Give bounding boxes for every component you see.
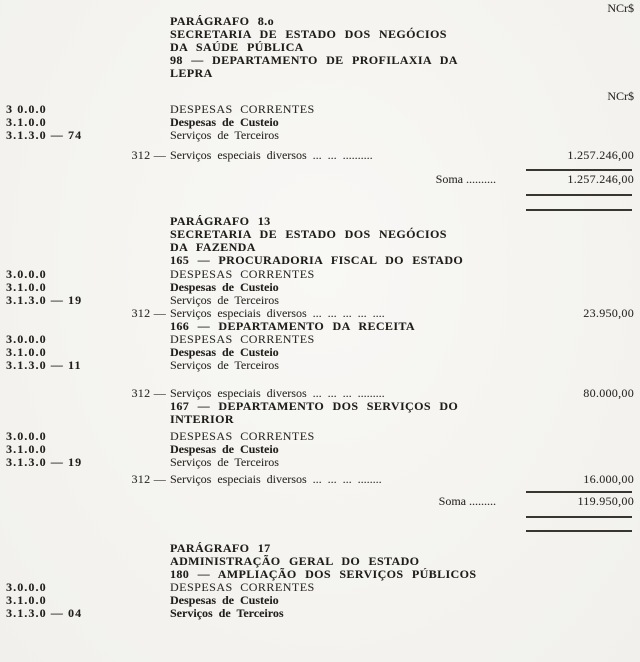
budget-label: Despesas de Custeio bbox=[170, 114, 279, 129]
currency-row bbox=[0, 2, 640, 15]
dept-line: 98 — DEPARTAMENTO DE PROFILAXIA DA bbox=[170, 53, 458, 68]
budget-line bbox=[0, 594, 640, 607]
org-line: SECRETARIA DE ESTADO DOS NEGÓCIOS bbox=[170, 227, 447, 242]
budget-label: Despesas de Custeio bbox=[170, 593, 279, 608]
currency-label: NCr$ bbox=[607, 88, 634, 103]
item-description: Serviços especiais diversos ... ... .......... bbox=[170, 147, 373, 162]
budget-line bbox=[0, 129, 640, 142]
budget-code: 3.1.0.0 bbox=[6, 345, 47, 360]
budget-label: DESPESAS CORRENTES bbox=[170, 580, 315, 595]
budget-code: 3.1.3.0 — 19 bbox=[6, 454, 83, 469]
paragraph-heading: PARÁGRAFO 17 bbox=[170, 541, 271, 555]
budget-line bbox=[0, 281, 640, 294]
expense-item-row bbox=[0, 307, 640, 320]
paragraph-heading: PARÁGRAFO 8.o bbox=[170, 14, 274, 29]
item-number: 312 — bbox=[131, 386, 166, 401]
budget-label: Despesas de Custeio bbox=[170, 441, 279, 456]
soma-amount: 119.950,00 bbox=[577, 493, 634, 508]
budget-line bbox=[0, 116, 640, 129]
item-amount: 1.257.246,00 bbox=[567, 147, 634, 162]
org-line: DA FAZENDA bbox=[170, 240, 256, 255]
currency-label: NCr$ bbox=[607, 1, 634, 15]
item-amount: 80.000,00 bbox=[583, 386, 634, 401]
budget-line bbox=[0, 268, 640, 281]
budget-label: Serviços de Terceiros bbox=[170, 358, 279, 373]
item-amount: 23.950,00 bbox=[583, 305, 634, 320]
soma-label: Soma .......... bbox=[435, 172, 496, 187]
budget-code: 3.1.3.0 — 74 bbox=[6, 127, 83, 142]
soma-row bbox=[0, 495, 640, 508]
item-number: 312 — bbox=[131, 471, 166, 486]
budget-line bbox=[0, 333, 640, 346]
dept-line: 165 — PROCURADORIA FISCAL DO ESTADO bbox=[170, 253, 464, 268]
soma-label: Soma ......... bbox=[438, 493, 496, 508]
closing-rule bbox=[526, 530, 632, 532]
currency-row bbox=[0, 90, 640, 103]
paragraph-heading: PARÁGRAFO 13 bbox=[170, 214, 271, 229]
org-line: ADMINISTRAÇÃO GERAL DO ESTADO bbox=[170, 554, 420, 569]
dept-line: LEPRA bbox=[170, 66, 213, 81]
budget-label: DESPESAS CORRENTES bbox=[170, 266, 315, 281]
item-description: Serviços especiais diversos ... ... ... ........ bbox=[170, 471, 382, 486]
budget-label: Serviços de Terceiros bbox=[170, 454, 279, 469]
closing-rule bbox=[526, 516, 632, 518]
budget-code: 3.1.3.0 — 04 bbox=[6, 606, 83, 621]
sum-rule bbox=[526, 169, 632, 171]
dept-line: 166 — DEPARTAMENTO DA RECEITA bbox=[170, 318, 415, 333]
org-line: DA SAÚDE PÚBLICA bbox=[170, 40, 304, 55]
dept-line: INTERIOR bbox=[170, 412, 234, 427]
budget-line bbox=[0, 103, 640, 116]
budget-line bbox=[0, 443, 640, 456]
budget-code: 3.0.0.0 bbox=[6, 266, 47, 281]
expense-item-row bbox=[0, 473, 640, 486]
item-number: 312 — bbox=[131, 305, 166, 320]
budget-code: 3.1.0.0 bbox=[6, 114, 47, 129]
budget-label: DESPESAS CORRENTES bbox=[170, 331, 315, 346]
budget-label: Despesas de Custeio bbox=[170, 345, 279, 360]
budget-label: Serviços de Terceiros bbox=[170, 127, 279, 142]
budget-label: Serviços de Terceiros bbox=[170, 292, 279, 307]
budget-label: Serviços de Terceiros bbox=[170, 606, 284, 621]
budget-line bbox=[0, 346, 640, 359]
budget-code: 3.1.3.0 — 19 bbox=[6, 292, 83, 307]
budget-line bbox=[0, 359, 640, 372]
budget-line bbox=[0, 294, 640, 307]
soma-row bbox=[0, 173, 640, 186]
budget-code: 3.0.0.0 bbox=[6, 580, 47, 595]
sum-rule bbox=[526, 491, 632, 493]
budget-code: 3.0.0.0 bbox=[6, 331, 47, 346]
item-number: 312 — bbox=[131, 147, 166, 162]
budget-line bbox=[0, 581, 640, 594]
closing-rule bbox=[526, 194, 632, 196]
soma-amount: 1.257.246,00 bbox=[567, 172, 634, 187]
budget-label: DESPESAS CORRENTES bbox=[170, 101, 315, 116]
org-line: SECRETARIA DE ESTADO DOS NEGÓCIOS bbox=[170, 27, 447, 42]
item-description: Serviços especiais diversos ... ... ... ... .... bbox=[170, 305, 385, 320]
dept-line: 167 — DEPARTAMENTO DOS SERVIÇOS DO bbox=[170, 399, 459, 414]
budget-code: 3.1.0.0 bbox=[6, 593, 47, 608]
budget-code: 3.1.0.0 bbox=[6, 441, 47, 456]
budget-line bbox=[0, 456, 640, 469]
dept-line: 180 — AMPLIAÇÃO DOS SERVIÇOS PÚBLICOS bbox=[170, 567, 477, 582]
budget-code: 3.1.0.0 bbox=[6, 279, 47, 294]
budget-label: DESPESAS CORRENTES bbox=[170, 428, 315, 443]
closing-rule bbox=[526, 209, 632, 211]
budget-label: Despesas de Custeio bbox=[170, 279, 279, 294]
budget-line bbox=[0, 607, 640, 620]
expense-item-row bbox=[0, 149, 640, 162]
budget-code: 3.0.0.0 bbox=[6, 428, 47, 443]
budget-code: 3.1.3.0 — 11 bbox=[6, 358, 82, 373]
item-amount: 16.000,00 bbox=[583, 471, 634, 486]
budget-code: 3 0.0.0 bbox=[6, 101, 47, 116]
budget-line bbox=[0, 430, 640, 443]
item-description: Serviços especiais diversos ... ... ... ......... bbox=[170, 386, 385, 401]
